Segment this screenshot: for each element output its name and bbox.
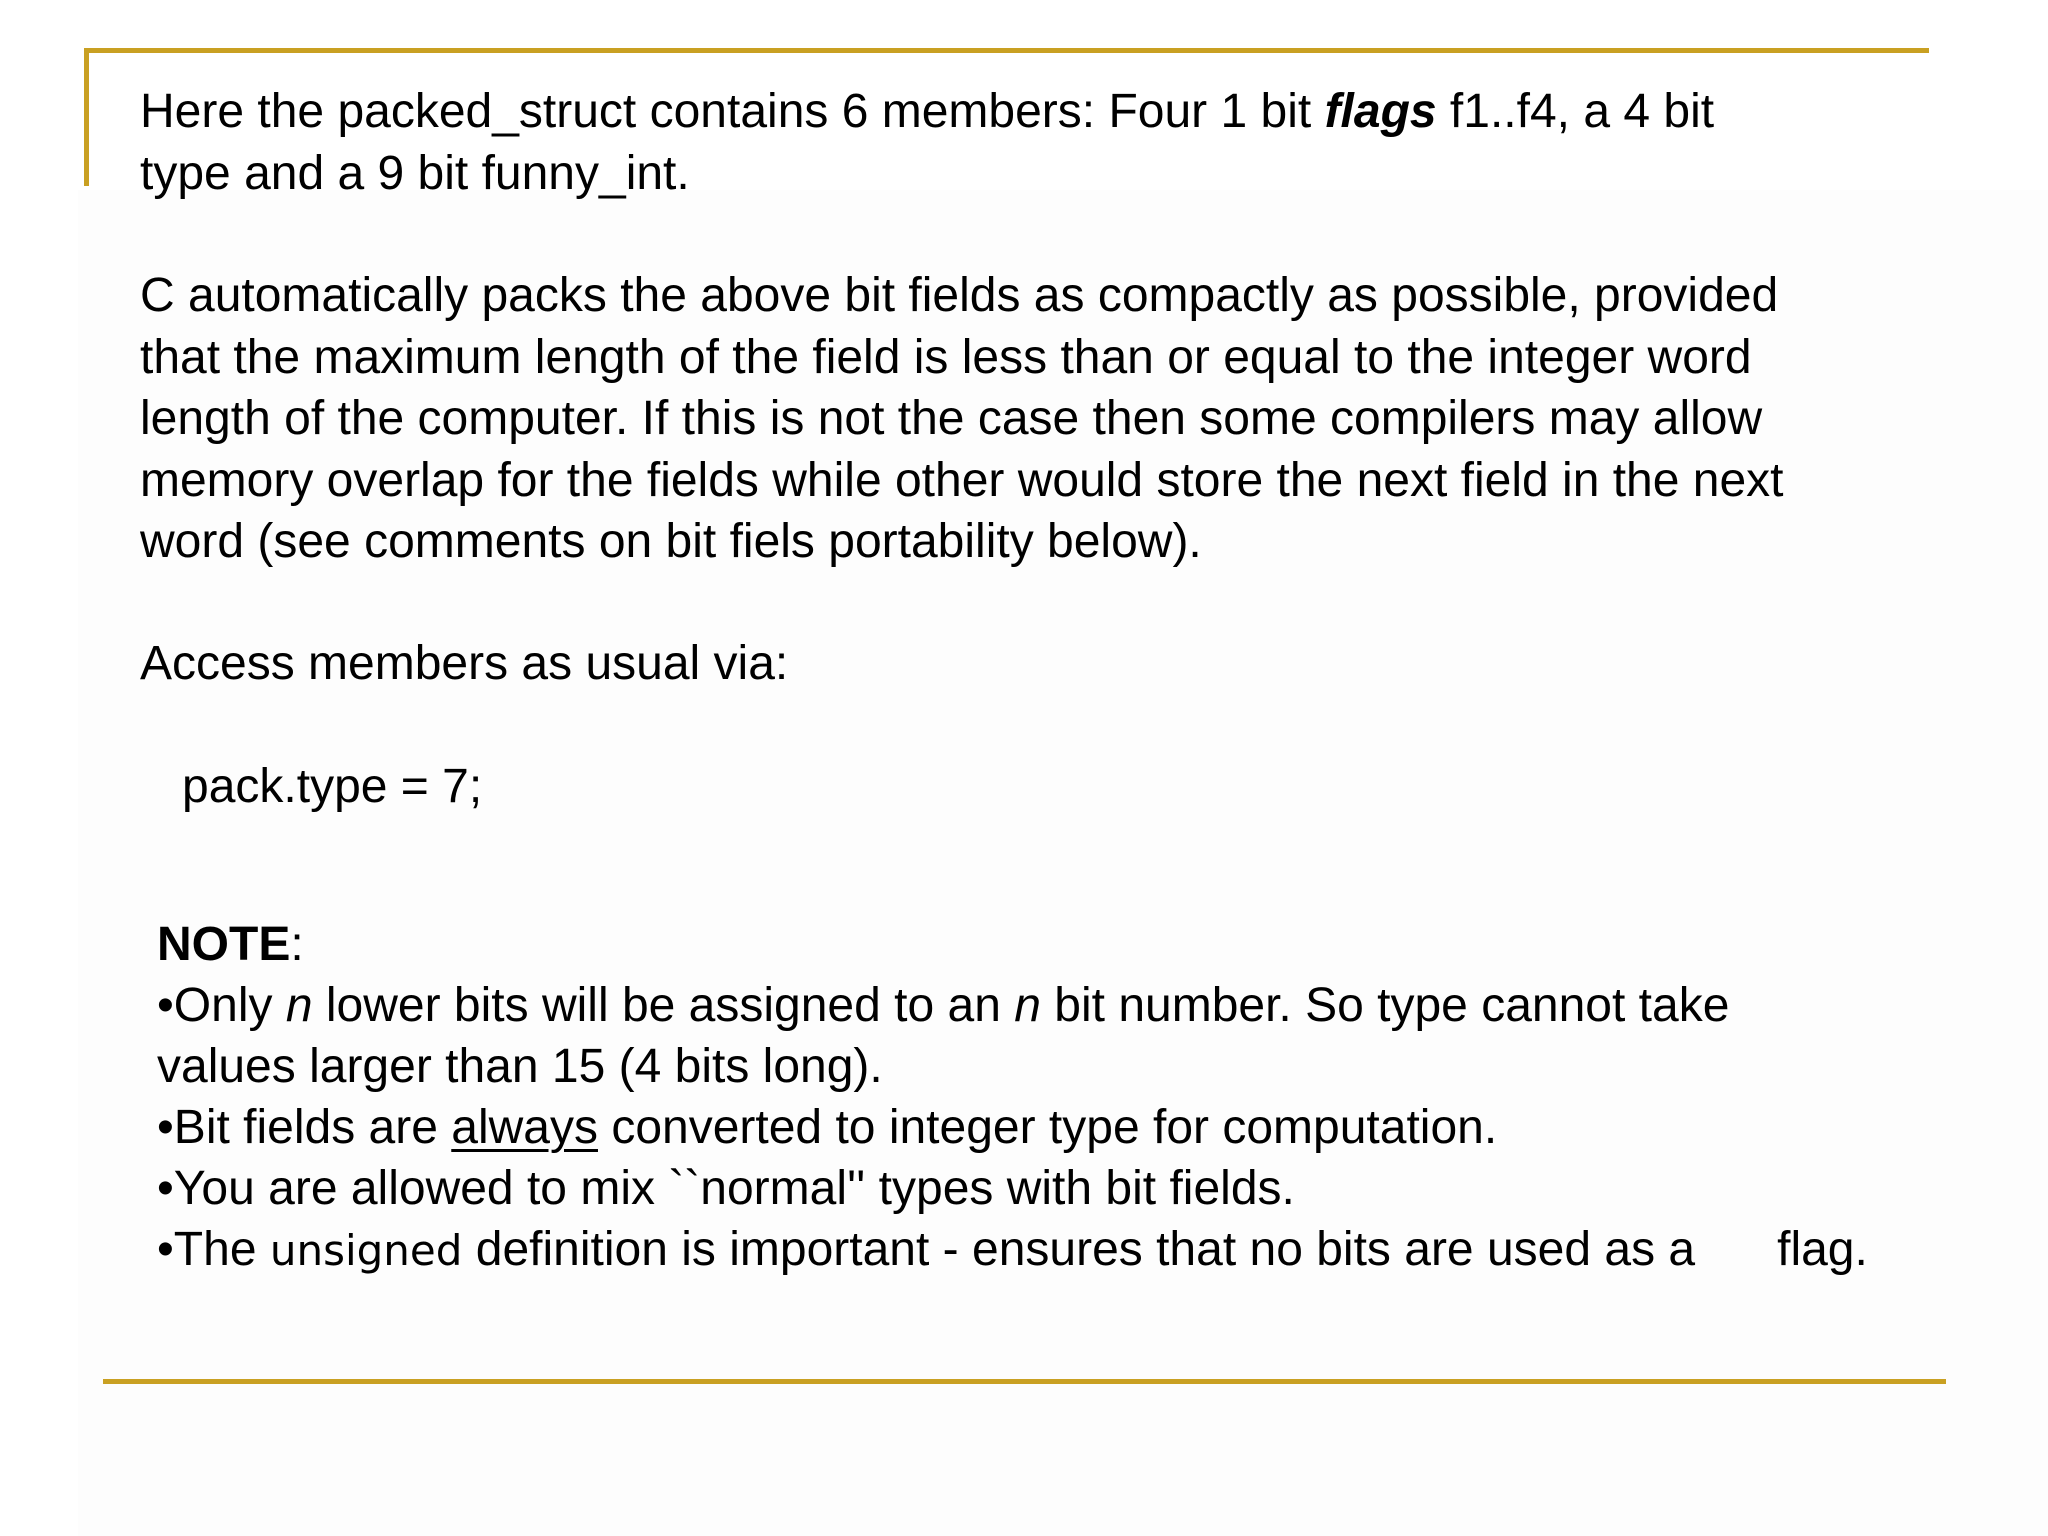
packing-line-3: length of the computer. If this is not the case then some compilers may allow bbox=[140, 392, 1763, 445]
note-bullet-1-text-a: •Only bbox=[157, 979, 286, 1032]
note-heading-colon: : bbox=[290, 918, 304, 971]
note-bullet-1 bbox=[157, 975, 1868, 1036]
access-paragraph: Access members as usual via: bbox=[140, 637, 789, 690]
left-accent-rule bbox=[84, 48, 89, 186]
flags-emphasis: flags bbox=[1324, 85, 1437, 138]
packing-line-2: that the maximum length of the field is less than or equal to the integer word bbox=[140, 330, 1752, 384]
intro-paragraph bbox=[140, 81, 1714, 204]
packing-line-5: word (see comments on bit fiels portability below). bbox=[140, 515, 1202, 568]
always-underlined: always bbox=[451, 1101, 598, 1154]
note-bullet-4-text-a: •The bbox=[157, 1223, 270, 1276]
note-bullet-1-text-c: bit number. So type cannot take bbox=[1040, 979, 1730, 1032]
code-example: pack.type = 7; bbox=[182, 760, 483, 813]
packing-paragraph bbox=[140, 265, 1784, 573]
note-bullet-2-text-b: converted to integer type for computation. bbox=[597, 1101, 1498, 1154]
note-bullet-2-text-a: •Bit fields are bbox=[157, 1101, 452, 1154]
unsigned-keyword: unsigned bbox=[269, 1226, 463, 1275]
intro-text-end: f1..f4, a 4 bit bbox=[1436, 85, 1715, 138]
intro-text-line2: type and a 9 bit funny_int. bbox=[140, 146, 690, 200]
note-bullet-1-continuation: values larger than 15 (4 bits long). bbox=[157, 1040, 883, 1093]
note-bullet-1-n-italic: n bbox=[285, 979, 313, 1032]
note-bullet-1-n-italic-2: n bbox=[1014, 979, 1041, 1032]
packing-line-1: C automatically packs the above bit fields as compactly as possible, provided bbox=[140, 269, 1779, 322]
note-block bbox=[157, 914, 1868, 1281]
intro-text-start: Here the packed_struct contains 6 members: Four 1 bit bbox=[140, 85, 1325, 138]
note-heading: NOTE bbox=[157, 918, 291, 971]
top-accent-rule bbox=[84, 48, 1929, 53]
note-bullet-1-text-b: lower bits will be assigned to an bbox=[312, 979, 1015, 1032]
packing-line-4: memory overlap for the fields while other would store the next field in the next bbox=[140, 453, 1784, 507]
note-bullet-4-text-b: definition is important - ensures that no bits are used as a bbox=[462, 1223, 1696, 1276]
note-heading-line bbox=[157, 914, 1868, 975]
note-bullet-4 bbox=[157, 1219, 1868, 1281]
bottom-accent-rule bbox=[103, 1379, 1946, 1384]
note-bullet-4-text-c: flag. bbox=[1777, 1223, 1868, 1276]
note-bullet-2 bbox=[157, 1097, 1868, 1158]
note-bullet-3: •You are allowed to mix ``normal'' types with bit fields. bbox=[157, 1162, 1295, 1215]
